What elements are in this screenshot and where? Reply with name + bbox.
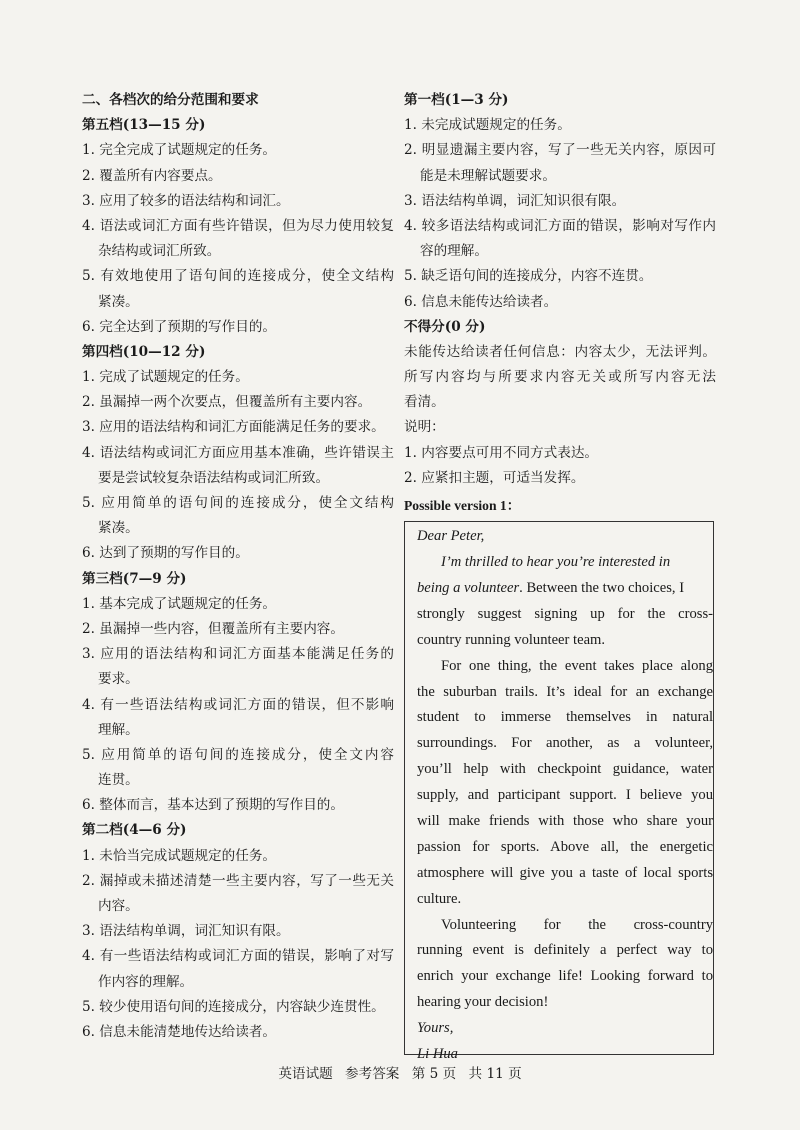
letter-line: For one thing, the event takes place along (441, 657, 713, 674)
band-title: 第三档(7—9 分) (82, 570, 187, 587)
score-band (82, 567, 394, 819)
criterion-item: 1. 基本完成了试题规定的任务。 (82, 595, 277, 612)
criterion-item: 3. 语法结构单调，词汇知识有限。 (82, 923, 290, 940)
criterion-item: 5. 较少使用语句间的连接成分，内容缺少连贯性。 (82, 998, 385, 1015)
criterion-item: 2. 漏掉或未描述清楚一些主要内容，写了一些无关 (82, 872, 394, 889)
criterion-item-continuation: 紧凑。 (98, 293, 139, 310)
letter-line: enrich your exchange life! Looking forward to (417, 968, 713, 985)
criterion-item: 1. 未完成试题规定的任务。 (404, 117, 571, 134)
notes-section (404, 415, 716, 491)
criterion-item: 4. 有一些语法结构或词汇方面的错误，影响了对写 (82, 948, 394, 965)
criterion-item-continuation: 要是尝试较复杂语法结构或词汇所致。 (98, 469, 330, 486)
criterion-item: 3. 应用的语法结构和词汇方面能满足任务的要求。 (82, 419, 385, 436)
criterion-item-continuation: 作内容的理解。 (98, 973, 194, 990)
criterion-item: 2. 虽漏掉一两个次要点，但覆盖所有主要内容。 (82, 394, 372, 411)
letter-line: passion for sports. Above all, the energetic (417, 838, 713, 855)
criterion-item: 6. 信息未能清楚地传达给读者。 (82, 1023, 277, 1040)
criterion-item: 6. 完全达到了预期的写作目的。 (82, 318, 277, 335)
letter-line: I’m thrilled to hear you’re interested in (441, 554, 671, 571)
section-title: 二、各档次的给分范围和要求 (82, 92, 259, 108)
criterion-item: 6. 达到了预期的写作目的。 (82, 545, 249, 562)
letter-line: you’ll help with checkpoint guidance, water (417, 761, 713, 778)
letter-italic-phrase: being a volunteer (417, 579, 520, 596)
letter-line: culture. (417, 890, 462, 907)
footer-total: 共 11 页 (468, 1066, 522, 1082)
score-band (82, 340, 394, 567)
band-title: 第五档(13—15 分) (82, 117, 206, 134)
left-column (82, 88, 394, 1045)
criterion-item-continuation: 能是未理解试题要求。 (420, 167, 556, 184)
criterion-item: 2. 覆盖所有内容要点。 (82, 167, 222, 184)
letter-line: running event is definitely a perfect way to (417, 942, 713, 959)
letter-text: . Between the two choices, I (519, 579, 685, 596)
possible-version-label: Possible version 1： (404, 498, 521, 513)
note-item: 1. 内容要点可用不同方式表达。 (404, 444, 599, 461)
criterion-item: 1. 完成了试题规定的任务。 (82, 369, 249, 386)
criterion-item: 1. 未恰当完成试题规定的任务。 (82, 847, 277, 864)
band-title: 第二档(4—6 分) (82, 822, 187, 839)
criterion-item-continuation: 理解。 (98, 721, 139, 738)
criterion-item-continuation: 连贯。 (98, 772, 139, 789)
zero-score-text: 所写内容均与所要求内容无关或所写内容无法 (404, 369, 716, 386)
criterion-item: 4. 语法或词汇方面有些许错误，但为尽力使用较复 (82, 217, 394, 234)
criterion-item: 3. 应用了较多的语法结构和词汇。 (82, 192, 290, 209)
zero-score-text: 看清。 (404, 394, 445, 411)
letter-line: the suburban trails. It’s ideal for an exchange (417, 683, 713, 700)
letter-line: atmosphere will give you a taste of local sports (417, 864, 713, 881)
criterion-item-continuation: 容的理解。 (420, 243, 488, 260)
criterion-item: 6. 信息未能传达给读者。 (404, 293, 558, 310)
band-1-section (404, 88, 716, 315)
footer-label: 参考答案 (345, 1066, 400, 1082)
footer-page: 第 5 页 (411, 1066, 457, 1082)
letter-line: country running volunteer team. (417, 631, 606, 648)
letter-signature: Li Hua (417, 1046, 458, 1062)
letter-line: will make friends with those who share your (417, 812, 713, 829)
criterion-item-continuation: 内容。 (98, 898, 139, 914)
criterion-item: 4. 较多语法结构或词汇方面的错误，影响对写作内 (404, 217, 716, 234)
zero-score-section (404, 315, 716, 416)
score-band (82, 818, 394, 1045)
letter-line: strongly suggest signing up for the cross- (417, 605, 713, 622)
zero-score-title: 不得分(0 分) (404, 318, 486, 335)
band-title: 第一档(1—3 分) (404, 92, 509, 108)
criterion-item: 5. 有效地使用了语句间的连接成分，使全文结构 (82, 268, 394, 285)
criterion-item-continuation: 杂结构或词汇所致。 (98, 243, 221, 260)
criterion-item: 2. 虽漏掉一些内容，但覆盖所有主要内容。 (82, 620, 344, 637)
criterion-item-continuation: 紧凑。 (98, 520, 139, 537)
criterion-item-continuation: 要求。 (98, 671, 139, 688)
letter-closing: Yours, (417, 1020, 454, 1037)
criterion-item: 3. 语法结构单调，词汇知识很有限。 (404, 192, 626, 209)
criterion-item: 3. 应用的语法结构和词汇方面基本能满足任务的 (82, 646, 394, 663)
letter-line: student to immerse themselves in natural (417, 709, 713, 726)
criterion-item: 5. 缺乏语句间的连接成分，内容不连贯。 (404, 268, 653, 285)
criterion-item: 5. 应用简单的语句间的连接成分，使全文内容 (82, 746, 394, 763)
zero-score-text: 未能传达给读者任何信息：内容太少，无法评判。 (404, 343, 716, 360)
score-band (82, 113, 394, 340)
letter-line (417, 576, 713, 602)
criterion-item: 4. 语法结构或词汇方面应用基本准确，些许错误主 (82, 444, 394, 461)
letter-line: supply, and participant support. I believe you (417, 787, 713, 804)
notes-title: 说明： (404, 419, 445, 436)
letter-line: hearing your decision! (417, 994, 549, 1011)
sample-letter-box (404, 521, 714, 1062)
letter-line: surroundings. For another, as a volunteer, (417, 735, 713, 752)
letter-paragraph-3 (417, 913, 713, 1017)
letter-paragraph-2 (417, 654, 713, 913)
footer-subject: 英语试题 (278, 1066, 333, 1082)
criterion-item: 1. 完全完成了试题规定的任务。 (82, 142, 277, 159)
criterion-item: 5. 应用简单的语句间的连接成分，使全文结构 (82, 495, 394, 511)
band-title: 第四档(10—12 分) (82, 343, 206, 360)
letter-line: Volunteering for the cross-country (441, 916, 713, 933)
letter-paragraph-1 (417, 602, 713, 654)
criterion-item: 4. 有一些语法结构或词汇方面的错误，但不影响 (82, 696, 394, 713)
criterion-item: 2. 明显遗漏主要内容，写了一些无关内容，原因可 (404, 142, 716, 159)
right-column (404, 88, 716, 1062)
note-item: 2. 应紧扣主题，可适当发挥。 (404, 469, 585, 486)
letter-salutation: Dear Peter, (417, 528, 485, 545)
page-footer (0, 1062, 800, 1082)
criterion-item: 6. 整体而言，基本达到了预期的写作目的。 (82, 797, 344, 814)
